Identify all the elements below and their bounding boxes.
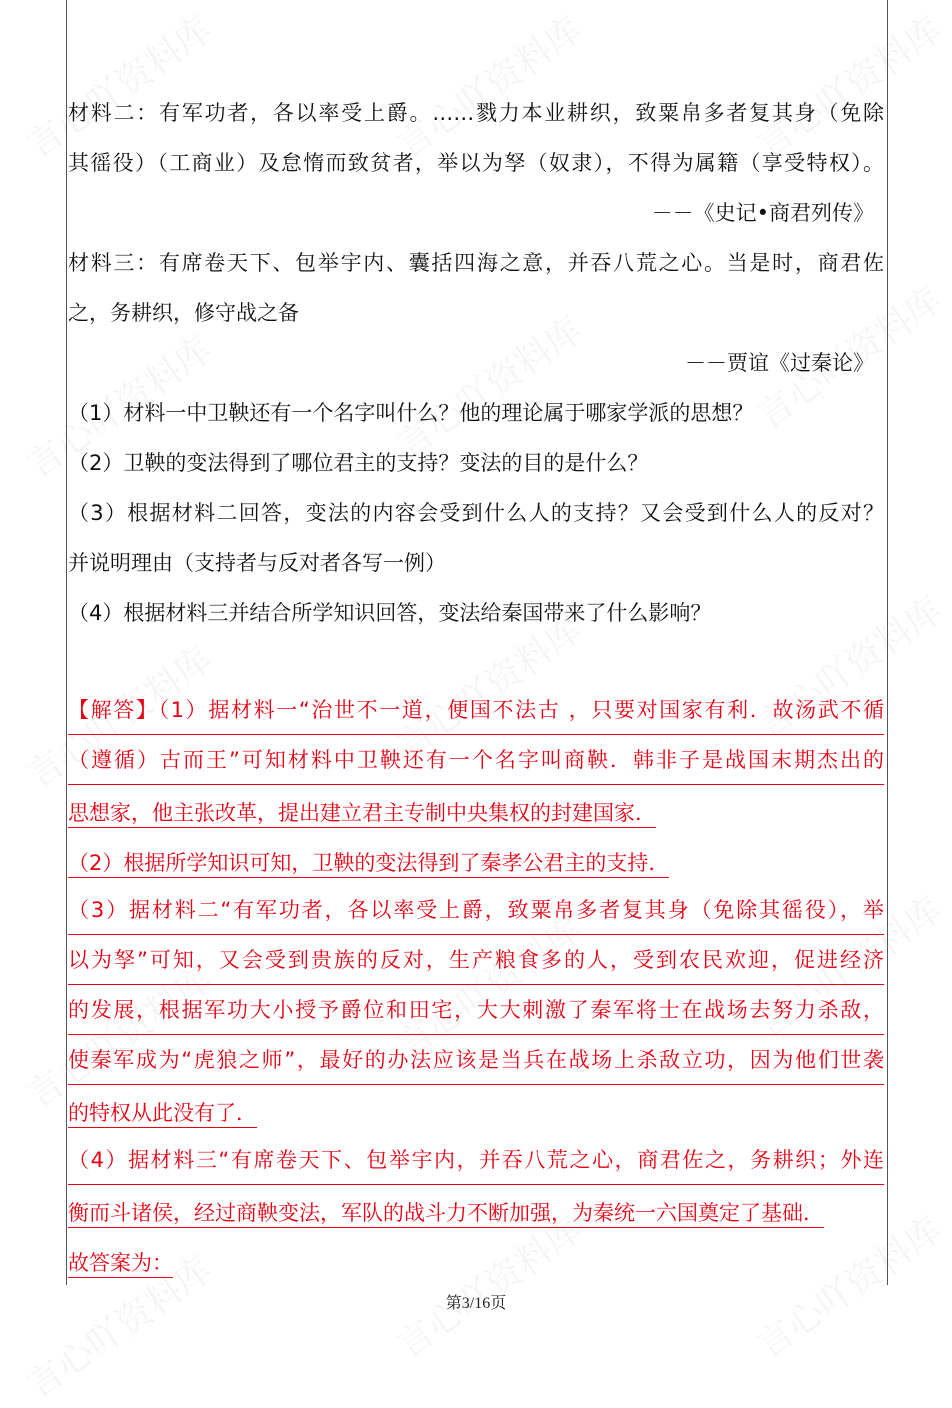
materials-section [68,88,884,688]
answer-line [68,1088,884,1138]
answer-line [68,688,884,738]
text-line: 其徭役）（工商业）及怠惰而致贫者，举以为孥（奴隶），不得为属籍（享受特权）。 [68,151,884,175]
text-line: －－《史记•商君列传》 [651,201,874,225]
answer-line [68,938,884,988]
text-line: 材料三：有席卷天下、包举宇内、囊括四海之意，并吞八荒之心。当是时，商君佐 [68,251,884,275]
answer-line [68,838,884,888]
answer-line [68,1038,884,1088]
text-line: 之，务耕织，修守战之备 [68,301,299,325]
answer-line [68,988,884,1038]
text-line: 材料二：有军功者，各以率受上爵。……戮力本业耕织，致粟帛多者复其身（免除 [68,101,884,125]
answer-line [68,1188,884,1238]
text-line: －－贾谊《过秦论》 [685,351,874,375]
answer-text: （2）根据所学知识可知，卫鞅的变法得到了秦孝公君主的支持． [68,851,669,878]
text-line: （4）根据材料三并结合所学知识回答，变法给秦国带来了什么影响？ [68,601,712,625]
answer-text: （3）据材料二“有军功者，各以率受上爵，致粟帛多者复其身（免除其徭役），举 [68,888,884,935]
answer-line [68,738,884,788]
answer-text: 思想家，他主张改革，提出建立君主专制中央集权的封建国家． [68,801,656,828]
answer-line [68,1138,884,1188]
answer-text: 衡而斗诸侯，经过商鞅变法，军队的战斗力不断加强，为秦统一六国奠定了基础． [68,1201,824,1228]
answer-section [68,688,884,1288]
answer-text: （遵循）古而王”可知材料中卫鞅还有一个名字叫商鞅．韩非子是战国末期杰出的 [68,738,884,785]
document-body [68,88,884,1288]
answer-line [68,788,884,838]
answer-text: 的特权从此没有了． [68,1101,257,1128]
text-line: 并说明理由（支持者与反对者各写一例） [68,551,446,575]
answer-text: 的发展，根据军功大小授予爵位和田宅，大大刺激了秦军将士在战场去努力杀敌， [68,988,884,1035]
answer-text: （4）据材料三“有席卷天下、包举宇内，并吞八荒之心，商君佐之，务耕织；外连 [68,1138,884,1185]
answer-line [68,888,884,938]
text-line: （2）卫鞅的变法得到了哪位君主的支持？变法的目的是什么？ [68,451,649,475]
answer-text: 以为孥”可知，又会受到贵族的反对，生产粮食多的人，受到农民欢迎，促进经济 [68,938,884,985]
text-line: （3）根据材料二回答，变法的内容会受到什么人的支持？又会受到什么人的反对？ [68,501,884,525]
answer-text: 故答案为： [68,1251,173,1278]
answer-text: 使秦军成为“虎狼之师”，最好的办法应该是当兵在战场上杀敌立功，因为他们世袭 [68,1038,884,1085]
text-line: （1）材料一中卫鞅还有一个名字叫什么？他的理论属于哪家学派的思想？ [68,401,754,425]
answer-text: 【解答】（1）据材料一“治世不一道，便国不法古 ，只要对国家有利．故汤武不循 [68,688,884,735]
answer-line [68,1238,884,1288]
text-line [68,638,884,688]
page-number: 第3/16页 [445,1295,507,1312]
